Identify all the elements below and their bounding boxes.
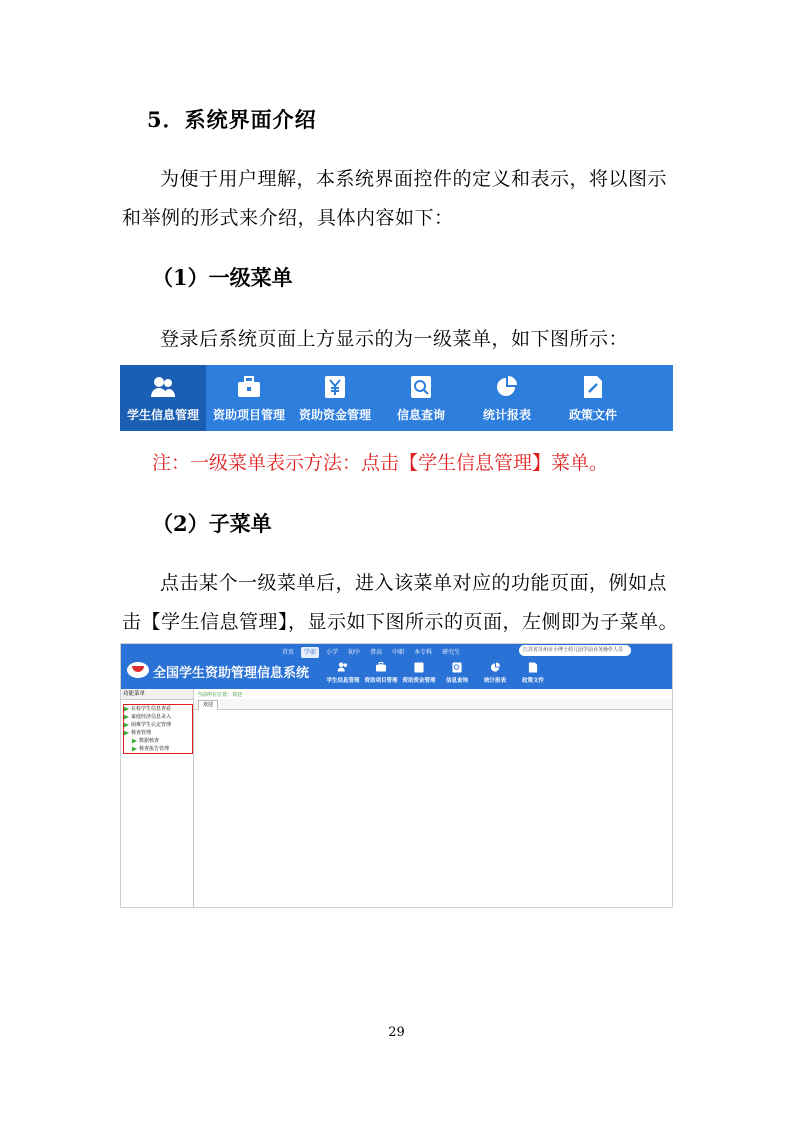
tree-item[interactable]: 在校学生信息查看 [124, 705, 192, 713]
arrow-icon [124, 731, 129, 736]
hmenu-policy[interactable] [514, 661, 552, 684]
yen-icon [322, 374, 348, 400]
tree-item[interactable]: 核查报告管理 [124, 745, 192, 753]
menu-label: 资助资金管理 [298, 407, 371, 422]
toplink-college[interactable]: 本专科 [414, 648, 433, 656]
menu-student-info[interactable] [120, 365, 206, 431]
users-icon [337, 661, 349, 673]
hmenu-label: 资助项目管理 [364, 678, 398, 684]
menu-label: 信息查询 [396, 407, 445, 422]
hmenu-label: 学生信息管理 [326, 678, 360, 684]
tree-item[interactable]: 核查管理 [124, 729, 192, 737]
menu-label: 学生信息管理 [126, 407, 199, 422]
menu-stats[interactable] [464, 365, 550, 431]
top-links [279, 646, 463, 658]
app-logo [127, 662, 149, 678]
menu-label: 统计报表 [482, 407, 531, 422]
search-icon [408, 374, 434, 400]
app-header-menu [324, 661, 552, 684]
toplink-junior[interactable]: 初中 [348, 648, 361, 656]
sub1-paragraph: 登录后系统页面上方显示的为一级菜单，如下图所示： [160, 328, 629, 350]
hmenu-label: 资助资金管理 [402, 678, 436, 684]
tree-item[interactable]: 家庭经济信息录入 [124, 713, 192, 721]
menu-project[interactable] [206, 365, 292, 431]
arrow-icon [124, 707, 129, 712]
hmenu-student-info[interactable] [324, 661, 362, 684]
page-number: 29 [388, 1025, 405, 1040]
toplink-senior[interactable]: 普高 [370, 648, 383, 656]
pie-chart-icon [494, 374, 520, 400]
tab-welcome[interactable]: 欢迎 [198, 700, 218, 710]
tree-item[interactable]: 困难学生认定管理 [124, 721, 192, 729]
hmenu-label: 政策文件 [521, 678, 544, 684]
hmenu-project[interactable] [362, 661, 400, 684]
left-pane [121, 689, 194, 908]
menu-label: 资助项目管理 [212, 407, 285, 422]
sub1-heading: （1）一级菜单 [152, 265, 293, 290]
document-edit-icon [580, 374, 606, 400]
toplink-primary[interactable]: 小学 [326, 648, 339, 656]
search-icon [451, 661, 463, 673]
top-menu-bar [120, 365, 673, 431]
hmenu-fund[interactable] [400, 661, 438, 684]
toplink-vocational[interactable]: 中职 [392, 648, 405, 656]
app-title: 全国学生资助管理信息系统 [153, 666, 310, 681]
section-heading: 5．系统界面介绍 [147, 107, 317, 132]
menu-policy[interactable] [550, 365, 636, 431]
arrow-icon [132, 747, 137, 752]
intro-paragraph: 为便于用户理解，本系统界面控件的定义和表示，将以图示和举例的形式来介绍，具体内容如下： [122, 168, 668, 229]
toplink-home[interactable]: 首页 [282, 648, 295, 656]
briefcase-icon [375, 661, 387, 673]
arrow-icon [124, 723, 129, 728]
hmenu-stats[interactable] [476, 661, 514, 684]
pane-title: 功能菜单 [121, 689, 193, 700]
menu-query[interactable] [378, 365, 464, 431]
arrow-icon [132, 739, 137, 744]
document-edit-icon [527, 661, 539, 673]
users-icon [150, 374, 176, 400]
menu-fund[interactable] [292, 365, 378, 431]
toplink-preschool[interactable]: 学前 [301, 647, 319, 658]
app-screenshot [120, 643, 673, 908]
submenu-tree [123, 704, 193, 754]
menu-label: 政策文件 [568, 407, 617, 422]
hmenu-query[interactable] [438, 661, 476, 684]
toplink-graduate[interactable]: 研究生 [442, 648, 461, 656]
note: 注：一级菜单表示方法：点击【学生信息管理】菜单。 [152, 452, 609, 474]
sub2-heading: （2）子菜单 [152, 511, 272, 536]
yen-icon [413, 661, 425, 673]
hmenu-label: 信息查询 [445, 678, 468, 684]
sub2-paragraph: 点击某个一级菜单后，进入该菜单对应的功能页面，例如点击【学生信息管理】，显示如下图所示的页面，左侧即为子菜单。 [122, 572, 679, 633]
breadcrumb: 当前所在位置：欢迎 [197, 692, 243, 698]
briefcase-icon [236, 374, 262, 400]
pie-chart-icon [489, 661, 501, 673]
arrow-icon [124, 715, 129, 720]
user-selector[interactable]: 江苏省苏州市小博士幼儿园学前业务操作人员 [519, 645, 631, 656]
app-header [121, 644, 673, 689]
tab-row [194, 699, 673, 710]
tree-item[interactable]: 数据核查 [124, 737, 192, 745]
hmenu-label: 统计报表 [483, 678, 506, 684]
